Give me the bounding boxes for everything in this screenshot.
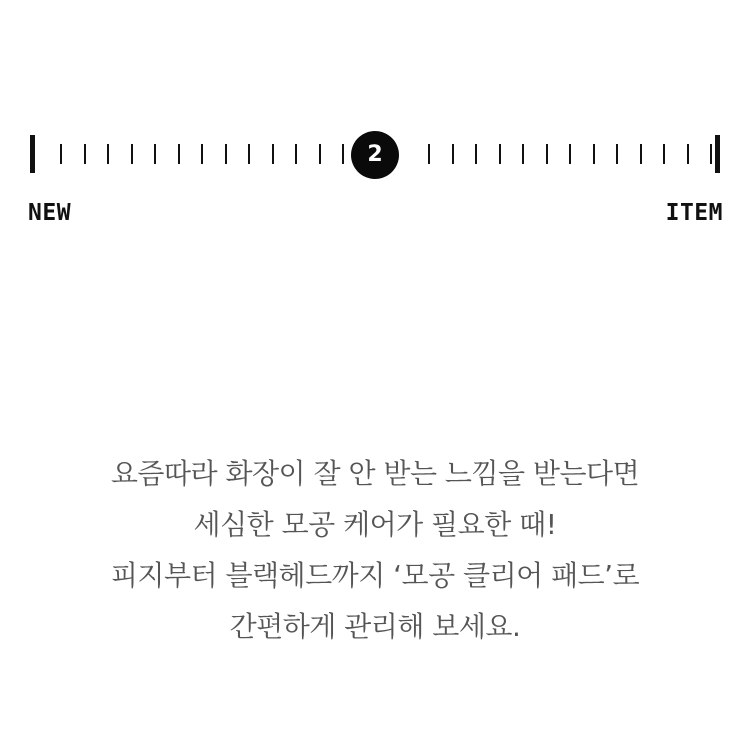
ruler-tick: [107, 144, 109, 164]
description-line: 요즘따라 화장이 잘 안 받는 느낌을 받는다면: [110, 457, 640, 490]
ruler-tick: [710, 144, 712, 164]
description-line: 피지부터 블랙헤드까지 ‘모공 클리어 패드’로: [110, 559, 640, 592]
ruler-tick: [295, 144, 297, 164]
ruler-tick: [452, 144, 454, 164]
ruler-tick: [131, 144, 133, 164]
ruler-tick: [687, 144, 689, 164]
description-line: 간편하게 관리해 보세요.: [229, 610, 521, 643]
ruler-tick: [60, 144, 62, 164]
description-text: [0, 448, 750, 652]
ruler-end-bar: [715, 135, 720, 173]
ruler-tick: [546, 144, 548, 164]
step-indicator: [0, 0, 750, 240]
ruler-tick: [342, 144, 344, 164]
new-label: NEW: [28, 200, 72, 226]
description-line: 세심한 모공 케어가 필요한 때!: [193, 508, 557, 541]
ruler-tick: [663, 144, 665, 164]
ruler-tick: [428, 144, 430, 164]
step-number-badge: 2: [351, 131, 399, 179]
item-label: ITEM: [665, 200, 723, 226]
ruler-tick: [178, 144, 180, 164]
ruler-tick: [248, 144, 250, 164]
ruler-tick: [640, 144, 642, 164]
ruler-tick: [499, 144, 501, 164]
ruler-tick: [593, 144, 595, 164]
ruler-tick: [272, 144, 274, 164]
ruler-tick: [154, 144, 156, 164]
ruler-tick: [475, 144, 477, 164]
ruler-tick: [569, 144, 571, 164]
ruler-tick: [225, 144, 227, 164]
ruler-tick: [201, 144, 203, 164]
ruler-tick: [616, 144, 618, 164]
ruler-start-bar: [30, 135, 35, 173]
ruler-tick: [319, 144, 321, 164]
ruler-tick: [522, 144, 524, 164]
ruler-tick: [84, 144, 86, 164]
